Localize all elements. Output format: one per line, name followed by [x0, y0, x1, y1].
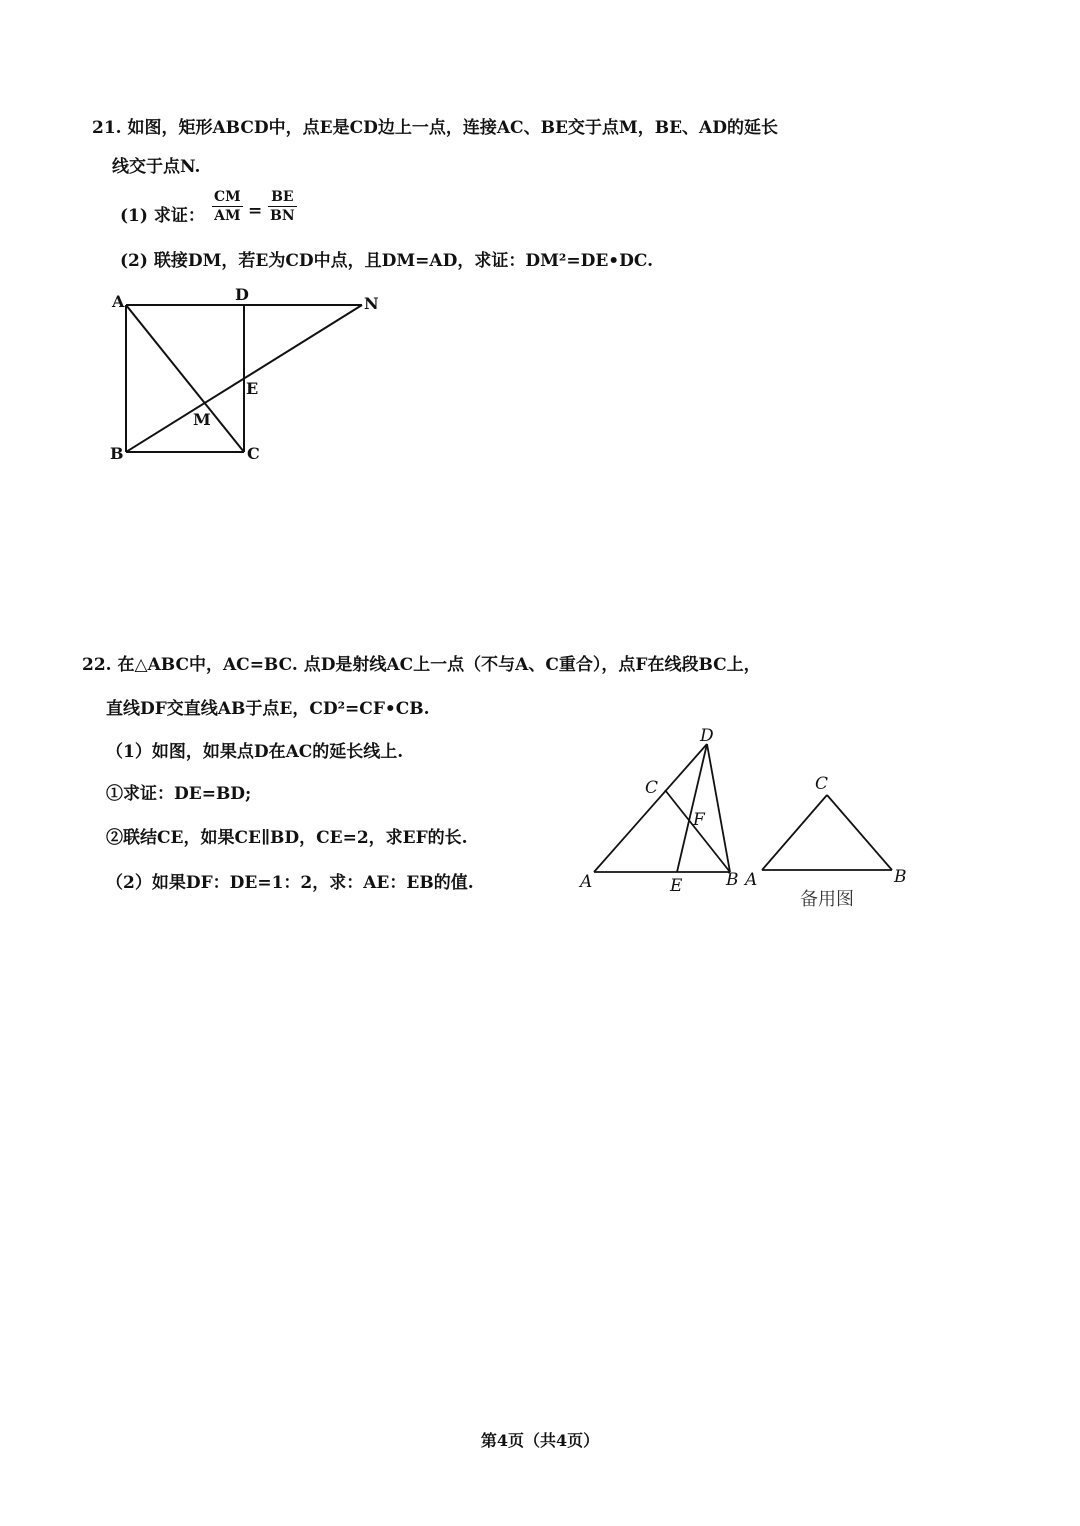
q21-frac-right-denominator: BN — [270, 208, 295, 224]
q22-fig2-label-B: B — [894, 867, 907, 887]
q22-fig2-label-C: C — [815, 774, 829, 794]
q22-part1: （1）如图，如果点D在AC的延长线上. — [106, 742, 404, 762]
q21-frac-right-numerator: BE — [271, 189, 294, 205]
q22-part2: （2）如果DF：DE=1：2，求：AE：EB的值. — [106, 873, 474, 893]
q22-item2: ②联结CE，如果CE∥BD，CE=2，求EF的长. — [106, 828, 468, 848]
q22-fig1-label-E: E — [670, 876, 683, 896]
q22-fig1-label-F: F — [693, 810, 705, 830]
q22-item1: ①求证：DE=BD; — [106, 784, 252, 804]
q22-fig2-caption: 备用图 — [800, 889, 854, 910]
q22-text-line1: 22. 在△ABC中，AC=BC. 点D是射线AC上一点（不与A、C重合），点F在线段BC上， — [82, 655, 761, 675]
q21-part1-label: (1) 求证： — [120, 206, 205, 226]
q22-fig1-label-B: B — [726, 870, 739, 890]
q22-fig1-label-C: C — [645, 778, 659, 798]
q21-label-A: A — [112, 292, 125, 311]
q21-label-M: M — [193, 410, 211, 429]
q21-frac-left-numerator: CM — [214, 189, 241, 205]
q21-label-E: E — [246, 379, 259, 398]
q21-label-D: D — [235, 285, 249, 304]
q22-fig2-label-A: A — [745, 870, 758, 890]
q21-equals-sign: = — [248, 201, 263, 221]
q22-fig1-label-A: A — [580, 872, 593, 892]
q21-label-B: B — [110, 444, 124, 463]
q22-text-line2: 直线DF交直线AB于点E，CD²=CF•CB. — [106, 699, 430, 719]
q21-text-line2: 线交于点N. — [112, 157, 201, 177]
q21-text-line1: 21. 如图，矩形ABCD中，点E是CD边上一点，连接AC、BE交于点M，BE、AD的延长 — [92, 118, 778, 138]
page-footer: 第4页（共4页） — [480, 1431, 600, 1450]
q21-label-C: C — [247, 444, 260, 463]
q21-part2: (2) 联接DM，若E为CD中点，且DM=AD，求证：DM²=DE•DC. — [120, 251, 654, 271]
q22-fig1-label-D: D — [700, 726, 714, 746]
q21-label-N: N — [364, 294, 379, 313]
q21-frac-left-denominator: AM — [214, 208, 241, 224]
